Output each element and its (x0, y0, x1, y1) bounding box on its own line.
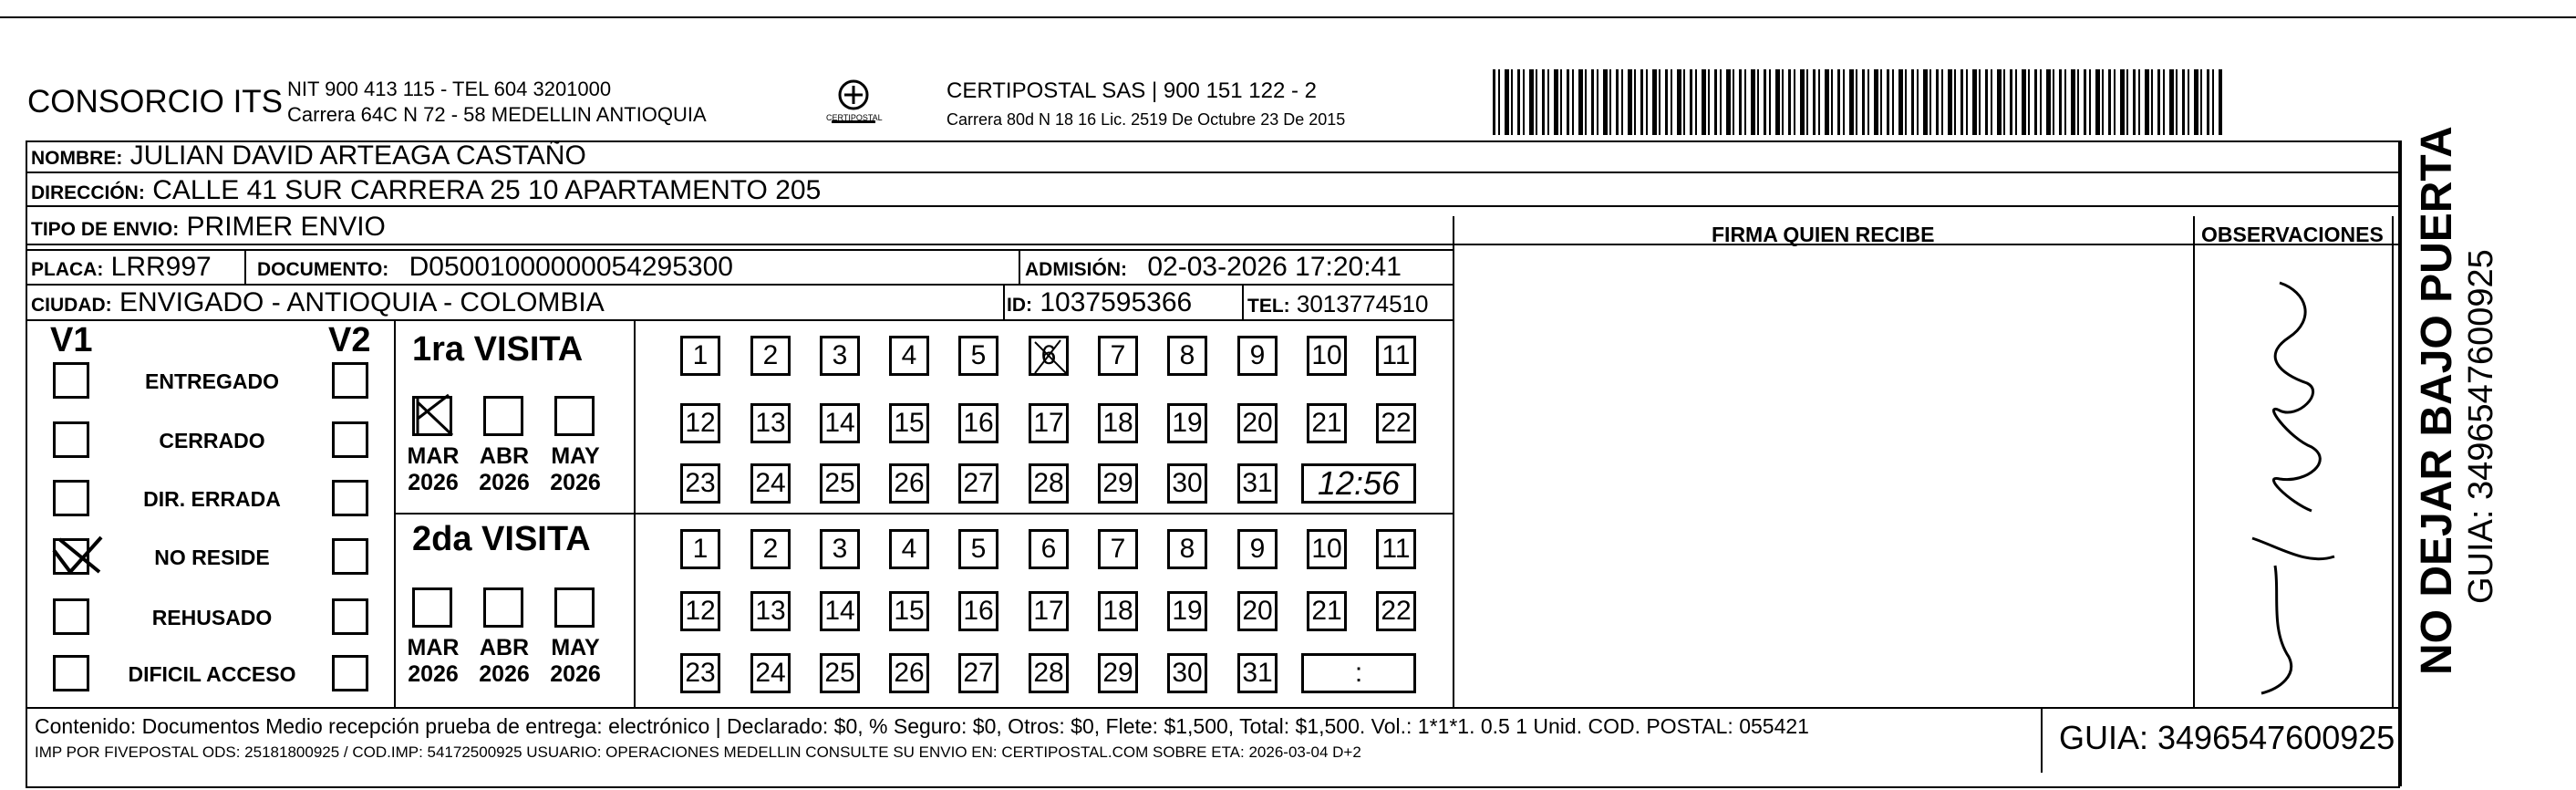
month-year: 2026 (408, 661, 459, 687)
admision-label: ADMISIÓN: (1025, 259, 1127, 280)
visit-1-title: 1ra VISITA (412, 330, 584, 369)
day-box[interactable]: 18 (1098, 403, 1138, 443)
check-mark-icon (412, 393, 458, 439)
month-label (547, 443, 604, 496)
day-box[interactable]: 5 (958, 529, 998, 569)
admision-row (1025, 252, 1402, 283)
month-checkbox[interactable] (412, 587, 452, 628)
direccion-row (31, 175, 821, 206)
observaciones-header: OBSERVACIONES (2201, 223, 2384, 246)
day-box[interactable]: 30 (1167, 653, 1207, 693)
company-line: CERTIPOSTAL SAS | 900 151 122 - 2 (947, 78, 1317, 103)
day-box[interactable]: 17 (1029, 591, 1069, 631)
month-name: ABR (479, 443, 530, 469)
firma-header: FIRMA QUIEN RECIBE (1712, 223, 1935, 246)
day-box[interactable]: 22 (1376, 591, 1416, 631)
barcode (1493, 69, 2222, 135)
placa-value: LRR997 (110, 252, 212, 282)
direccion-label: DIRECCIÓN: (31, 182, 145, 203)
tipo-value: PRIMER ENVIO (186, 212, 386, 242)
day-box[interactable]: 10 (1307, 336, 1347, 376)
day-box[interactable]: 20 (1237, 591, 1278, 631)
month-name: MAY (551, 443, 600, 469)
month-year: 2026 (408, 470, 459, 495)
day-box[interactable]: 6 (1029, 529, 1069, 569)
day-box[interactable]: 28 (1029, 653, 1069, 693)
nit-line: NIT 900 413 115 - TEL 604 3201000 (287, 78, 612, 100)
month-name: ABR (479, 635, 530, 660)
tel-row (1247, 290, 1429, 318)
v1-checkbox[interactable] (53, 598, 89, 635)
day-box[interactable]: 21 (1307, 403, 1347, 443)
status-label: DIR. ERRADA (143, 487, 281, 511)
col-line (1019, 251, 1020, 284)
v1-checkbox[interactable] (53, 538, 89, 575)
month-year: 2026 (479, 661, 530, 687)
v1-checkbox[interactable] (53, 421, 89, 458)
imp-text: IMP POR FIVEPOSTAL ODS: 25181800925 / COD.IMP: 54172500925 USUARIO: OPERACIONES MEDELLIN CONSULTE SU ENVIO EN: CERTIPOSTAL.COM SOBRE ETA: 2026-03-04 D+2 (35, 743, 1361, 761)
side-guia: GUIA: 3496547600925 (2462, 249, 2500, 604)
v2-checkbox[interactable] (332, 598, 368, 635)
day-number: 6 (1040, 340, 1057, 370)
day-box[interactable]: 2 (750, 336, 791, 376)
check-mark-icon (50, 532, 105, 577)
time-box[interactable]: : (1301, 653, 1416, 693)
status-label: DIFICIL ACCESO (128, 662, 296, 686)
day-box[interactable]: 8 (1167, 336, 1207, 376)
license-line: Carrera 80d N 18 16 Lic. 2519 De Octubre 23 De 2015 (947, 110, 1346, 129)
day-box[interactable]: 25 (820, 463, 860, 504)
row-line (26, 249, 1453, 251)
day-box[interactable]: 2 (750, 529, 791, 569)
time-box[interactable]: 12:56 (1301, 463, 1416, 504)
day-box[interactable]: 21 (1307, 591, 1347, 631)
day-box[interactable]: 14 (820, 403, 860, 443)
day-box[interactable]: 7 (1098, 336, 1138, 376)
day-box[interactable]: 9 (1237, 336, 1278, 376)
day-box[interactable]: 10 (1307, 529, 1347, 569)
visit-divider (394, 513, 1453, 515)
day-box[interactable]: 15 (889, 403, 929, 443)
ciudad-label: CIUDAD: (31, 295, 112, 316)
month-year: 2026 (550, 661, 601, 687)
day-box[interactable]: 4 (889, 529, 929, 569)
day-box[interactable]: 1 (680, 336, 720, 376)
nombre-label: NOMBRE: (31, 148, 123, 169)
col-line (2392, 216, 2394, 709)
v2-checkbox[interactable] (332, 421, 368, 458)
month-label (476, 635, 533, 688)
month-label (405, 635, 461, 688)
guia-number: GUIA: 3496547600925 (2059, 719, 2395, 756)
day-box[interactable]: 5 (958, 336, 998, 376)
day-box[interactable]: 27 (958, 463, 998, 504)
id-value: 1037595366 (1040, 287, 1193, 317)
check-mark-icon (1029, 337, 1070, 377)
status-label: ENTREGADO (145, 369, 279, 393)
day-box[interactable]: 11 (1376, 336, 1416, 376)
row-line (26, 172, 2398, 173)
day-box[interactable]: 12 (680, 403, 720, 443)
day-box[interactable]: 3 (820, 336, 860, 376)
brand-name: CONSORCIO ITS (27, 84, 284, 120)
id-row (1007, 287, 1192, 318)
day-box[interactable]: 20 (1237, 403, 1278, 443)
day-box[interactable]: 16 (958, 403, 998, 443)
month-checkbox[interactable] (554, 396, 595, 436)
day-box[interactable]: 24 (750, 653, 791, 693)
month-name: MAR (407, 635, 460, 660)
observaciones-signature (2225, 265, 2362, 702)
logo-text: CERTIPOSTAL (826, 113, 883, 122)
day-box[interactable]: 8 (1167, 529, 1207, 569)
direccion-value: CALLE 41 SUR CARRERA 25 10 APARTAMENTO 205 (152, 175, 822, 205)
day-box[interactable]: 23 (680, 653, 720, 693)
status-label: NO RESIDE (154, 546, 270, 569)
nombre-value: JULIAN DAVID ARTEAGA CASTAÑO (129, 140, 586, 171)
month-label (405, 443, 461, 496)
month-checkbox[interactable] (412, 396, 452, 436)
certipostal-logo (828, 77, 879, 131)
row-line (26, 244, 2398, 245)
day-box[interactable]: 23 (680, 463, 720, 504)
day-box[interactable]: 12 (680, 591, 720, 631)
day-box[interactable]: 25 (820, 653, 860, 693)
day-box[interactable]: 4 (889, 336, 929, 376)
day-box[interactable]: 30 (1167, 463, 1207, 504)
day-box[interactable]: 24 (750, 463, 791, 504)
ciudad-value: ENVIGADO - ANTIOQUIA - COLOMBIA (119, 287, 605, 317)
day-box[interactable]: 9 (1237, 529, 1278, 569)
day-box[interactable]: 15 (889, 591, 929, 631)
frame-right-rule (2400, 140, 2402, 786)
day-box[interactable]: 16 (958, 591, 998, 631)
day-box[interactable]: 13 (750, 591, 791, 631)
visit-2-title: 2da VISITA (412, 520, 591, 558)
month-checkbox[interactable] (554, 587, 595, 628)
tel-value: 3013774510 (1296, 290, 1429, 317)
day-box[interactable]: 7 (1098, 529, 1138, 569)
month-year: 2026 (479, 470, 530, 495)
v1-checkbox[interactable] (53, 362, 89, 399)
day-box[interactable]: 22 (1376, 403, 1416, 443)
handwritten-signature-icon (2225, 265, 2362, 702)
address-line: Carrera 64C N 72 - 58 MEDELLIN ANTIOQUIA (287, 103, 707, 126)
day-box[interactable]: 3 (820, 529, 860, 569)
v2-checkbox[interactable] (332, 480, 368, 516)
nombre-row (31, 140, 586, 172)
day-box[interactable]: 11 (1376, 529, 1416, 569)
row-line (26, 319, 1453, 321)
day-box[interactable]: 26 (889, 463, 929, 504)
day-box[interactable]: 14 (820, 591, 860, 631)
documento-value: D05001000000054295300 (409, 252, 733, 282)
day-box[interactable]: 18 (1098, 591, 1138, 631)
month-checkbox[interactable] (483, 396, 523, 436)
v2-checkbox[interactable] (332, 362, 368, 399)
admision-value: 02-03-2026 17:20:41 (1147, 252, 1402, 282)
contenido-text: Contenido: Documentos Medio recepción prueba de entrega: electrónico | Declarado: $0, % Seguro: $0, Otros: $0, Flete: $1,500, Total: $1,500. Vol.: 1*1*1. 0.5 1 Unid. COD. POSTAL: 055421 (35, 714, 1809, 738)
logo-icon (828, 77, 879, 131)
status-label: CERRADO (159, 429, 265, 452)
row-line (26, 284, 1453, 286)
tipo-row (31, 212, 386, 243)
col-line (244, 251, 246, 284)
month-label (547, 635, 604, 688)
day-box[interactable]: 17 (1029, 403, 1069, 443)
month-year: 2026 (550, 470, 601, 495)
col-line (2193, 216, 2195, 707)
day-box[interactable]: 31 (1237, 463, 1278, 504)
day-box[interactable]: 19 (1167, 403, 1207, 443)
day-box[interactable] (1029, 336, 1069, 376)
v1-checkbox[interactable] (53, 480, 89, 516)
day-box[interactable]: 31 (1237, 653, 1278, 693)
side-warning: NO DEJAR BAJO PUERTA (2413, 126, 2461, 675)
day-box[interactable]: 27 (958, 653, 998, 693)
month-name: MAR (407, 443, 460, 469)
ciudad-row (31, 287, 605, 318)
placa-row (31, 252, 212, 283)
day-box[interactable]: 29 (1098, 653, 1138, 693)
month-label (476, 443, 533, 496)
v2-header: V2 (328, 321, 371, 359)
placa-label: PLACA: (31, 259, 104, 280)
v2-checkbox[interactable] (332, 538, 368, 575)
v1-checkbox[interactable] (53, 655, 89, 691)
col-line (1242, 286, 1244, 319)
month-name: MAY (551, 635, 600, 660)
col-line (1453, 216, 1454, 707)
footer-col-line (2041, 709, 2043, 773)
month-checkbox[interactable] (483, 587, 523, 628)
tipo-label: TIPO DE ENVIO: (31, 219, 180, 240)
col-line (1003, 286, 1005, 319)
status-label: REHUSADO (151, 606, 273, 629)
day-box[interactable]: 1 (680, 529, 720, 569)
day-box[interactable]: 19 (1167, 591, 1207, 631)
id-label: ID: (1007, 295, 1032, 316)
top-rule (0, 16, 2576, 18)
v2-checkbox[interactable] (332, 655, 368, 691)
documento-label: DOCUMENTO: (257, 259, 389, 280)
v1-header: V1 (50, 321, 93, 359)
day-box[interactable]: 13 (750, 403, 791, 443)
documento-row (257, 252, 733, 283)
tel-label: TEL: (1247, 296, 1290, 317)
day-box[interactable]: 26 (889, 653, 929, 693)
day-box[interactable]: 29 (1098, 463, 1138, 504)
day-box[interactable]: 28 (1029, 463, 1069, 504)
